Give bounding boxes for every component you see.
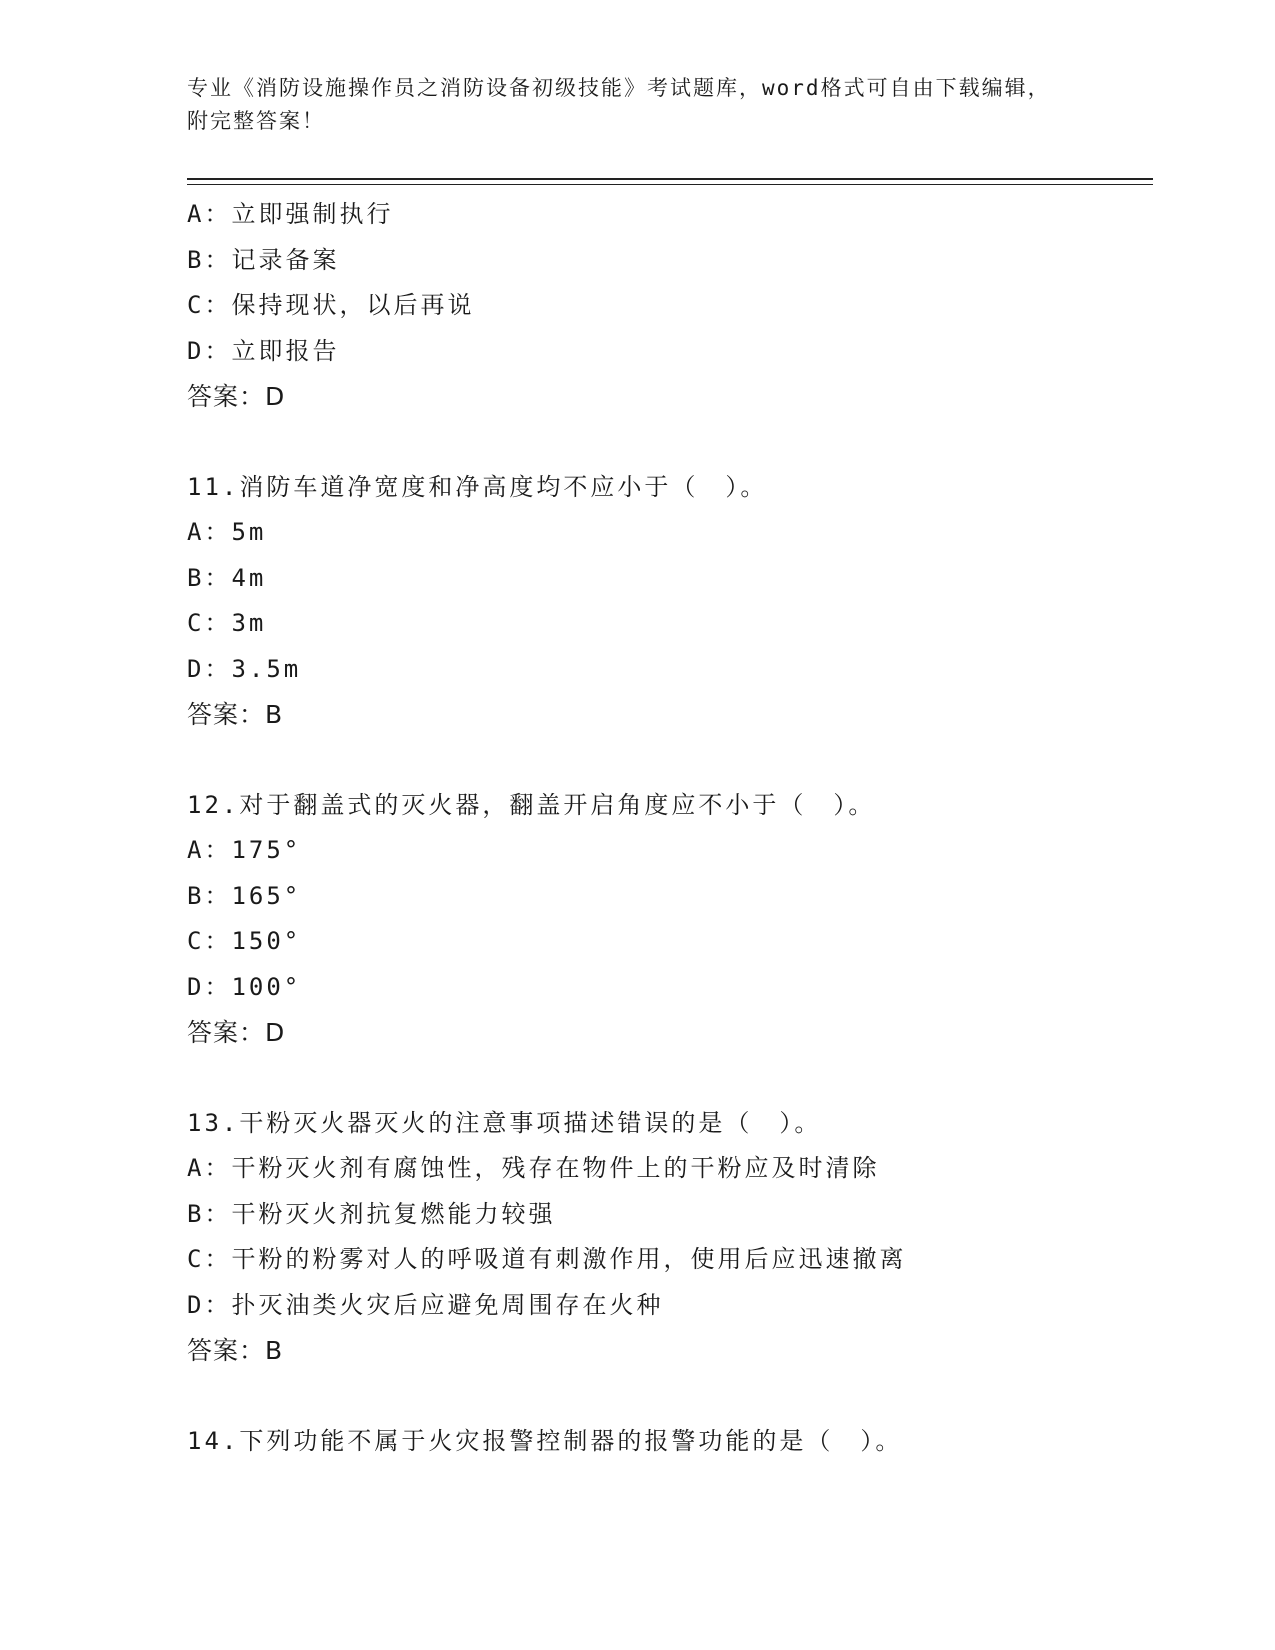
question-stem: 11.消防车道净宽度和净高度均不应小于（ ）。 [187, 472, 768, 501]
question-list [187, 192, 1153, 1464]
option-d: D：立即报告 [187, 336, 340, 365]
question-stem: 14.下列功能不属于火灾报警控制器的报警功能的是（ ）。 [187, 1426, 903, 1455]
question-block-13 [187, 1101, 1153, 1374]
answer-line: 答案：D [187, 1018, 286, 1047]
option-d: D：扑灭油类火灾后应避免周围存在火种 [187, 1290, 664, 1319]
header-divider [187, 178, 1153, 185]
question-stem: 12.对于翻盖式的灭火器，翻盖开启角度应不小于（ ）。 [187, 790, 876, 819]
option-b: B：165° [187, 881, 302, 910]
option-a: A：干粉灭火剂有腐蚀性，残存在物件上的干粉应及时清除 [187, 1154, 880, 1182]
option-b: B：干粉灭火剂抗复燃能力较强 [187, 1199, 556, 1228]
option-d: D：3.5m [187, 654, 302, 683]
option-b: B：记录备案 [187, 245, 340, 274]
option-a: A：5m [187, 518, 267, 546]
option-b: B：4m [187, 563, 267, 592]
question-block-12 [187, 783, 1153, 1056]
option-d: D：100° [187, 972, 302, 1001]
option-a: A：175° [187, 836, 302, 864]
prev-question-block [187, 192, 1153, 420]
answer-line: 答案：B [187, 700, 284, 729]
answer-line: 答案：B [187, 1336, 284, 1365]
question-block-11 [187, 465, 1153, 738]
page-header [187, 72, 1067, 138]
answer-line: 答案：D [187, 382, 286, 411]
option-c: C：干粉的粉雾对人的呼吸道有刺激作用，使用后应迅速撤离 [187, 1245, 907, 1273]
option-a: A：立即强制执行 [187, 200, 394, 228]
option-c: C：3m [187, 609, 267, 637]
option-c: C：保持现状，以后再说 [187, 291, 475, 319]
option-c: C：150° [187, 927, 302, 955]
question-block-14 [187, 1419, 1153, 1465]
header-title: 专业《消防设施操作员之消防设备初级技能》考试题库，word格式可自由下载编辑，附完整答案！ [187, 76, 1051, 133]
question-stem: 13.干粉灭火器灭火的注意事项描述错误的是（ ）。 [187, 1108, 822, 1137]
